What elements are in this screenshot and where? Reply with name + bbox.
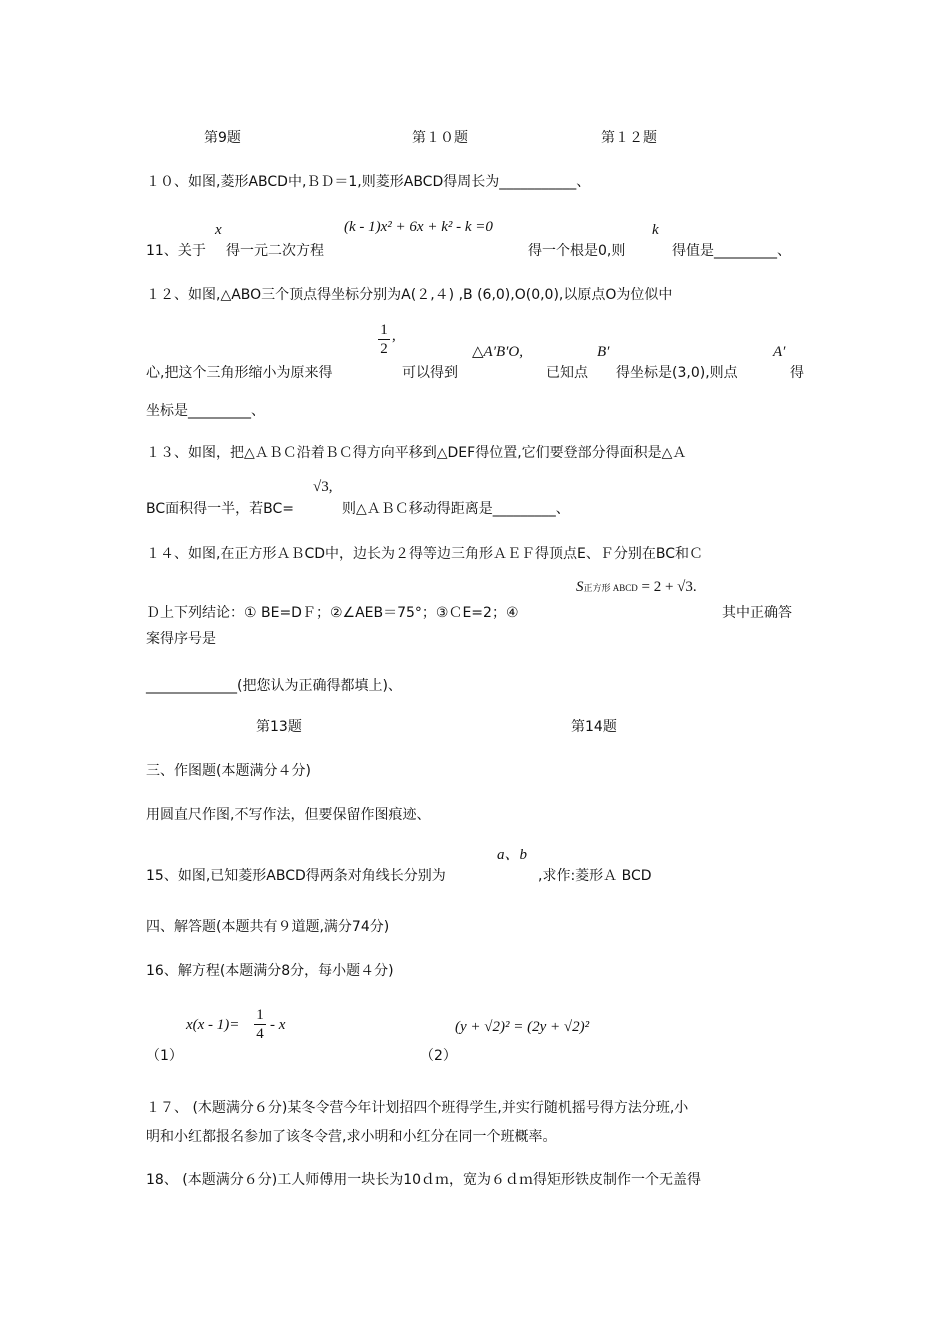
question-14-line-4: _____________(把您认为正确得都填上)、	[146, 678, 402, 694]
q12-fraction-one-half	[378, 321, 390, 358]
question-13-line-1: １３、如图，把△ＡＢＣ沿着ＢＣ得方向平移到△DEF得位置,它们要登部分得面积是△Ａ	[146, 445, 687, 461]
question-17-line-2: 明和小红都报名参加了该冬令营,求小明和小红分在同一个班概率。	[146, 1129, 557, 1145]
q12-text-d: 得坐标是(3,0),则点	[616, 365, 738, 381]
q11-variable-k: k	[652, 222, 659, 238]
section-3-instruction: 用圆直尺作图,不写作法，但要保留作图痕迹、	[146, 807, 431, 823]
q12-fraction-denominator: 2	[380, 341, 388, 357]
question-17-line-1: １７、 (木题满分６分)某冬令营今年计划招四个班得学生,并实行随机摇号得方法分班,小	[146, 1100, 689, 1116]
question-18-line-1: 18、 (本题满分６分)工人师傅用一块长为10ｄｍ，宽为６ｄｍ得矩形铁皮制作一个无盖得	[146, 1172, 702, 1188]
q12-fraction-numerator: 1	[380, 322, 388, 338]
caption-figure-12: 第１２题	[601, 130, 657, 146]
q14-area-subscript: 正方形 ABCD	[583, 583, 638, 593]
section-3-title: 三、作图题(本题满分４分)	[146, 763, 311, 779]
q13-text-a: BC面积得一半，若BC=	[146, 501, 294, 517]
section-4-title: 四、解答题(本题共有９道题,满分74分)	[146, 919, 390, 935]
q12-triangle-image: △A′B′O,	[472, 344, 524, 360]
q16-label-1: （1）	[146, 1048, 183, 1064]
q11-equation: (k - 1)x² + 6x + k² - k =0	[344, 219, 493, 235]
question-16-title: 16、解方程(本题满分8分，每小题４分)	[146, 963, 394, 979]
q11-text-c: 得一个根是0,则	[528, 243, 626, 259]
q11-text-d: 得值是_________、	[672, 243, 791, 259]
q16-fraction-denominator: 4	[256, 1026, 264, 1042]
q15-diagonals-a-b: a、b	[497, 847, 528, 863]
q16-equation-2: (y + √2)² = (2y + √2)²	[455, 1019, 590, 1035]
q11-text-b: 得一元二次方程	[226, 243, 324, 259]
question-12-line-1: １２、如图,△ABO三个顶点得坐标分别为A(２,４) ,B (6,0),O(0,0),以原点O为位似中	[146, 287, 673, 303]
q14-area-symbol: S	[576, 579, 584, 595]
q16-equation-1-left: x(x - 1)=	[186, 1017, 240, 1033]
q13-text-b: 则△ＡＢＣ移动得距离是_________、	[342, 501, 570, 517]
q12-text-a: 心,把这个三角形缩小为原来得	[146, 365, 333, 381]
q12-text-b: 可以得到	[402, 365, 458, 381]
q14-text-a: Ｄ上下列结论：① BE=DＦ；②∠AEB＝75°；③ＣE=2；④	[146, 605, 519, 621]
q14-text-b: 其中正确答	[722, 605, 792, 621]
q11-text-a: 11、关于	[146, 243, 206, 259]
caption-figure-10: 第１０题	[412, 130, 468, 146]
q12-point-a-prime: A′	[773, 344, 786, 360]
question-14-line-3: 案得序号是	[146, 631, 216, 647]
caption-figure-9: 第9题	[204, 130, 241, 146]
q13-sqrt-3: √3,	[313, 479, 333, 495]
q11-variable-x: x	[215, 222, 222, 238]
caption-figure-13: 第13题	[256, 719, 302, 735]
question-12-line-3: 坐标是_________、	[146, 403, 265, 419]
question-14-line-1: １４、如图,在正方形ＡＢCD中，边长为２得等边三角形ＡＥＦ得顶点E、Ｆ分别在BC和Ｃ	[146, 546, 703, 562]
question-15-text: 15、如图,已知菱形ABCD得两条对角线长分别为	[146, 868, 446, 884]
q16-label-2: （2）	[420, 1048, 457, 1064]
q16-equation-1-fraction	[254, 1006, 266, 1043]
q12-point-b-prime: B′	[597, 344, 610, 360]
q14-area-value: = 2 + √3.	[641, 579, 697, 595]
question-10: １０、如图,菱形ABCD中,ＢＤ＝1,则菱形ABCD得周长为___________、	[146, 174, 591, 190]
q14-area-formula	[576, 578, 697, 597]
q16-fraction-numerator: 1	[256, 1007, 264, 1023]
q12-text-c: 已知点	[546, 365, 588, 381]
caption-figure-14: 第14题	[571, 719, 617, 735]
question-15-tail: ,求作:菱形Ａ BCD	[538, 868, 652, 884]
q12-text-e: 得	[790, 365, 804, 381]
q12-fraction-comma: ,	[392, 328, 396, 344]
q16-equation-1-right: - x	[270, 1017, 286, 1033]
